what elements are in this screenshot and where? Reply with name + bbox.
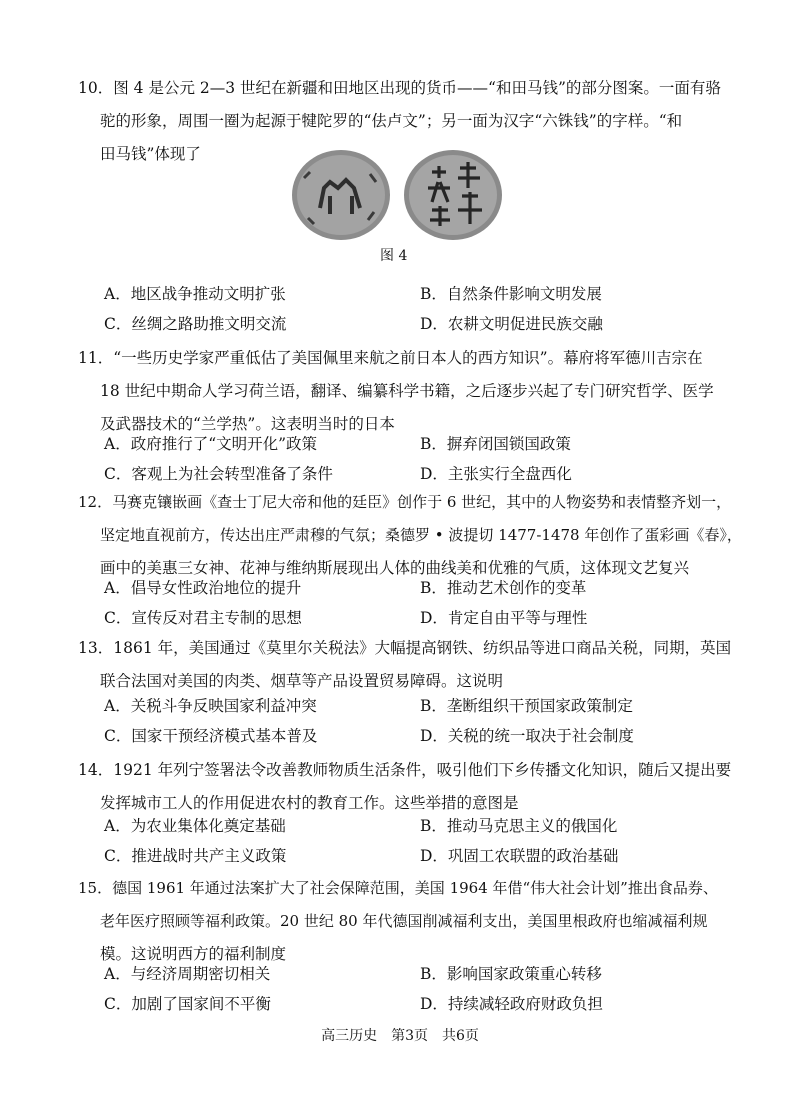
option-c[interactable]: C．国家干预经济模式基本普及 (104, 727, 318, 745)
option-b[interactable]: B．推动马克思主义的俄国化 (420, 817, 618, 835)
option-a[interactable]: A．政府推行了“文明开化”政策 (104, 435, 318, 453)
stem-line: “一些历史学家严重低估了美国佩里来航之前日本人的西方知识”。幕府将军德川吉宗在 (113, 349, 703, 367)
option-c[interactable]: C．加剧了国家间不平衡 (104, 995, 271, 1013)
option-c[interactable]: C．宣传反对君主专制的思想 (104, 609, 302, 627)
option-b[interactable]: B．影响国家政策重心转移 (420, 965, 602, 983)
question-number: 10． (78, 79, 114, 97)
option-a[interactable]: A．与经济周期密切相关 (104, 965, 271, 983)
option-a[interactable]: A．地区战争推动文明扩张 (104, 285, 286, 303)
question-number: 13． (78, 639, 114, 657)
question-11 (78, 342, 738, 441)
stem-line: 马赛克镶嵌画《查士丁尼大帝和他的廷臣》创作于 6 世纪，其中的人物姿势和表情整齐划一， (112, 493, 732, 511)
stem-line: 坚定地直视前方，传达出庄严肃穆的气氛；桑德罗 • 波提切 1477-1478 年创作了蛋彩画《春》， (100, 526, 742, 544)
stem-line: 画中的美惠三女神、花神与维纳斯展现出人体的曲线美和优雅的气质，这体现文艺复兴 (100, 559, 690, 577)
camel-coin-image (290, 148, 392, 242)
option-d[interactable]: D．肯定自由平等与理性 (420, 609, 588, 627)
question-number: 15． (78, 879, 113, 897)
option-a[interactable]: A．关税斗争反映国家利益冲突 (104, 697, 317, 715)
question-12 (78, 486, 742, 585)
option-a[interactable]: A．为农业集体化奠定基础 (104, 817, 286, 835)
stem-line: 老年医疗照顾等福利政策。20 世纪 80 年代德国削减福利支出，美国里根政府也缩减福利规 (100, 912, 708, 930)
question-13 (78, 632, 738, 698)
stem-line: 18 世纪中期命人学习荷兰语，翻译、编纂科学书籍，之后逐步兴起了专门研究哲学、医学 (100, 382, 714, 400)
stem-line: 及武器技术的“兰学热”。这表明当时的日本 (100, 415, 395, 433)
stem-line: 1861 年，美国通过《莫里尔关税法》大幅提高钢铁、纺织品等进口商品关税，同期，英国 (113, 639, 732, 657)
stem-line: 联合法国对美国的肉类、烟草等产品设置贸易障碍。这说明 (100, 672, 504, 690)
option-d[interactable]: D．巩固工农联盟的政治基础 (420, 847, 619, 865)
page-footer: 高三历史 第3页 共6页 (321, 1028, 479, 1044)
option-d[interactable]: D．持续减轻政府财政负担 (420, 995, 603, 1013)
question-number: 14． (78, 761, 114, 779)
option-b[interactable]: B．摒弃闭国锁国政策 (420, 435, 571, 453)
six-zhu-coin-image (402, 148, 504, 242)
option-b[interactable]: B．推动艺术创作的变革 (420, 579, 587, 597)
option-c[interactable]: C．客观上为社会转型准备了条件 (104, 465, 333, 483)
stem-line: 模。这说明西方的福利制度 (100, 945, 287, 963)
option-c[interactable]: C．推进战时共产主义政策 (104, 847, 287, 865)
question-15 (78, 872, 738, 971)
option-d[interactable]: D．农耕文明促进民族交融 (420, 315, 603, 333)
stem-line: 1921 年列宁签署法令改善教师物质生活条件，吸引他们下乡传播文化知识，随后又提出要 (113, 761, 732, 779)
option-b[interactable]: B．自然条件影响文明发展 (420, 285, 602, 303)
option-c[interactable]: C．丝绸之路助推文明交流 (104, 315, 287, 333)
figure-4-coins (290, 148, 508, 248)
option-d[interactable]: D．关税的统一取决于社会制度 (420, 727, 634, 745)
stem-line: 德国 1961 年通过法案扩大了社会保障范围，美国 1964 年借“伟大社会计划”推出食品券、 (112, 879, 718, 897)
option-a[interactable]: A．倡导女性政治地位的提升 (104, 579, 302, 597)
stem-line: 发挥城市工人的作用促进农村的教育工作。这些举措的意图是 (100, 794, 519, 812)
question-number: 11． (78, 349, 114, 367)
option-b[interactable]: B．垄断组织干预国家政策制定 (420, 697, 633, 715)
question-number: 12． (78, 493, 113, 511)
figure-caption: 图 4 (380, 248, 408, 264)
question-14 (78, 754, 738, 820)
option-d[interactable]: D．主张实行全盘西化 (420, 465, 572, 483)
stem-line: 田马钱”体现了 (100, 145, 201, 163)
stem-line: 图 4 是公元 2—3 世纪在新疆和田地区出现的货币——“和田马钱”的部分图案。一面有骆 (113, 79, 721, 97)
stem-line: 驼的形象，周围一圈为起源于犍陀罗的“佉卢文”；另一面为汉字“六铢钱”的字样。“和 (100, 112, 683, 130)
